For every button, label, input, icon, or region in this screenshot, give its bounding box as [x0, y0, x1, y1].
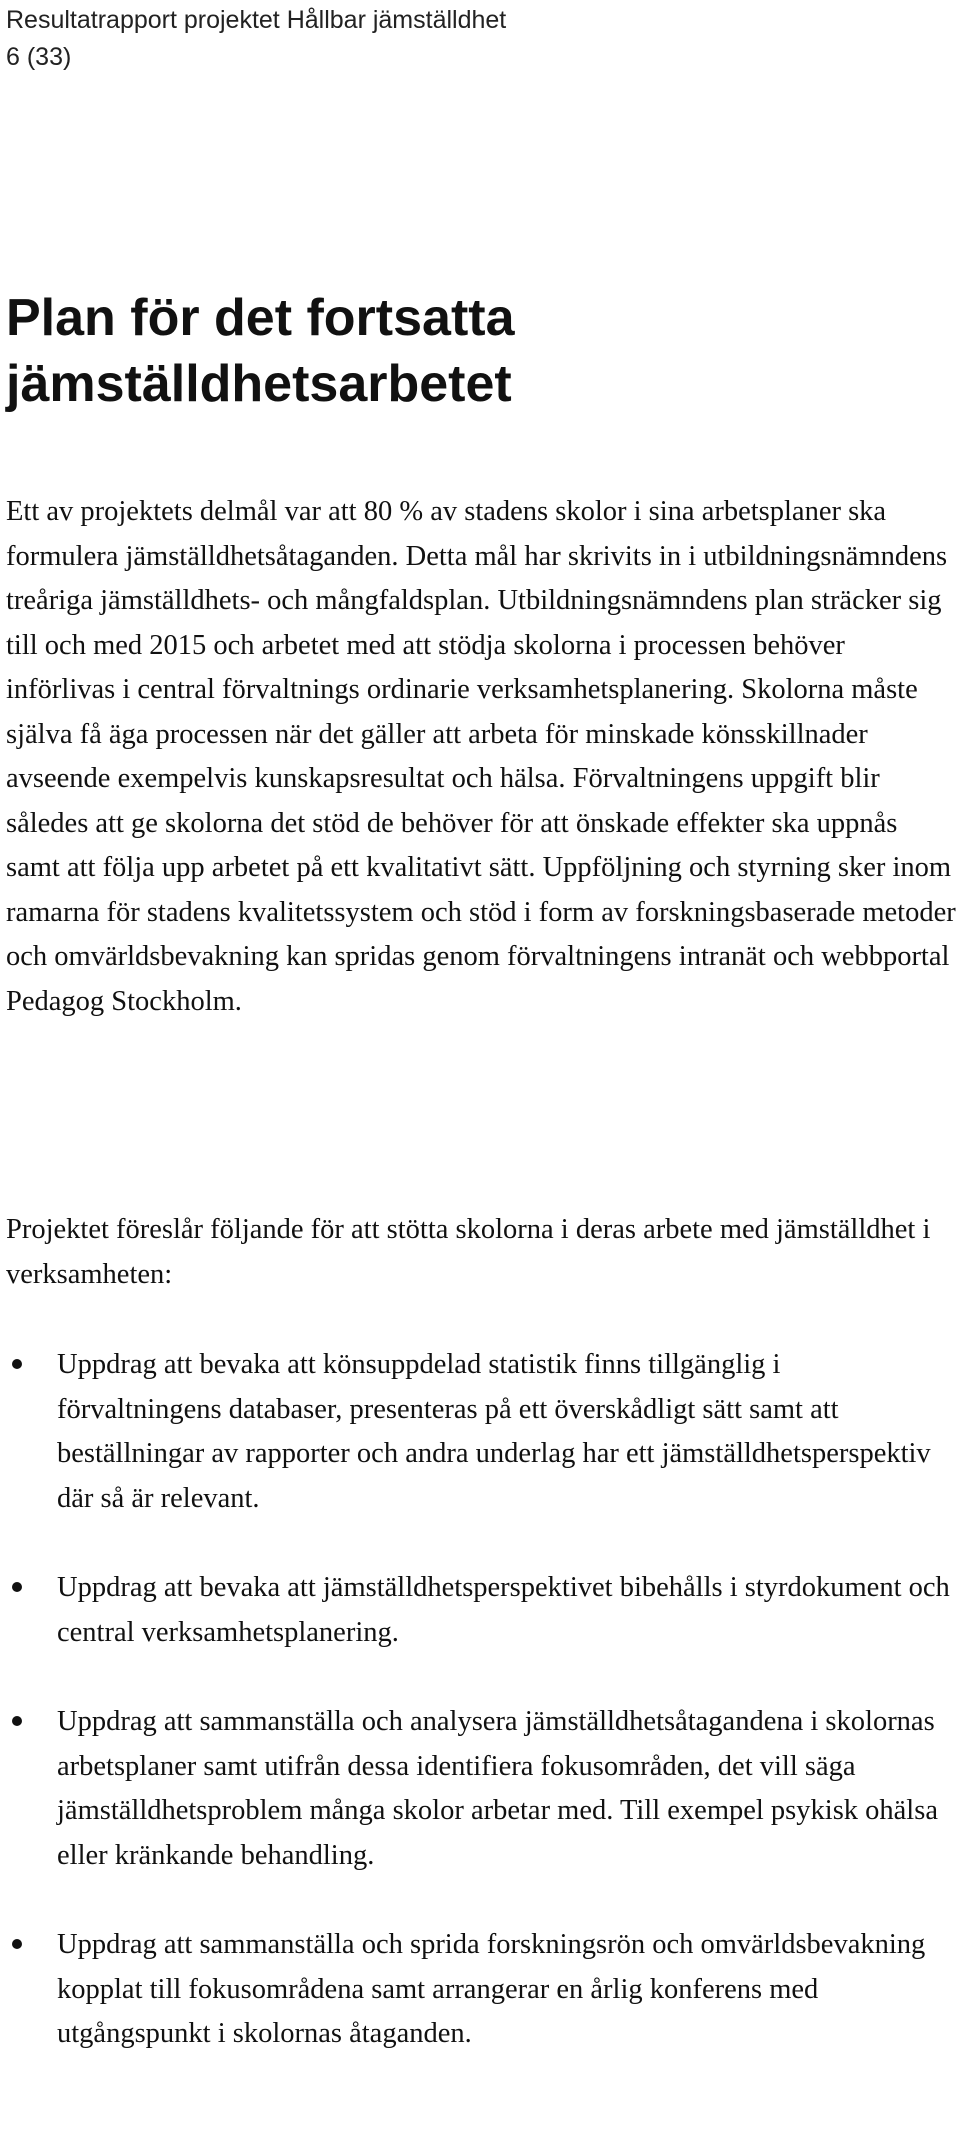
list-item-text: Uppdrag att bevaka att jämställdhetsperspektivet bibehålls i styrdokument och central verksamhetsplanering.	[57, 1572, 950, 1648]
list-item	[0, 1700, 952, 1878]
bullet-icon	[12, 1359, 22, 1369]
list-item	[0, 1566, 952, 1655]
list-item-text: Uppdrag att sammanställa och sprida forskningsrön och omvärldsbevakning kopplat till fokusområdena samt arrangerar en årlig konferens med utgångspunkt i skolornas åtaganden.	[57, 1929, 926, 2049]
page-header	[6, 2, 506, 76]
proposal-list	[0, 1343, 960, 2102]
report-title: Resultatrapport projektet Hållbar jämställdhet	[6, 6, 507, 34]
body-paragraph-2: Projektet föreslår följande för att stötta skolorna i deras arbete med jämställdhet i verksamheten:	[6, 1214, 931, 1290]
bullet-icon	[12, 1582, 22, 1592]
page-number: 6 (33)	[6, 43, 72, 71]
bullet-icon	[12, 1716, 22, 1726]
body-paragraph-1: Ett av projektets delmål var att 80 % av stadens skolor i sina arbetsplaner ska formulera jämställdhetsåtaganden. Detta mål har skrivits in i utbildningsnämndens treåriga jämställdhets- och mångfaldsplan. Utbildningsnämndens plan sträcker sig till och med 2015 och arbetet med att stödja skolorna i processen behöver införlivas i central förvaltnings ordinarie verksamhetsplanering. Skolorna måste själva få äga processen när det gäller att arbeta för minskade könsskillnader avseende exempelvis kunskapsresultat och hälsa. Förvaltningens uppgift blir således att ge skolorna det stöd de behöver för att önskade effekter ska uppnås samt att följa upp arbetet på ett kvalitativt sätt. Uppföljning och styrning sker inom ramarna för stadens kvalitetssystem och stöd i form av forskningsbaserade metoder och omvärldsbevakning kan spridas genom förvaltningens intranät och webbportal Pedagog Stockholm.	[6, 496, 956, 1017]
list-item-text: Uppdrag att bevaka att könsuppdelad statistik finns tillgänglig i förvaltningens databaser, presenteras på ett överskådligt sätt samt att beställningar av rapporter och andra underlag har ett jämställdhetsperspektiv där så är relevant.	[57, 1349, 931, 1514]
list-item	[0, 1923, 952, 2057]
section-title: Plan för det fortsatta jämställdhetsarbetet	[6, 289, 515, 413]
bullet-icon	[12, 1939, 22, 1949]
list-item	[0, 1343, 952, 1521]
list-item-text: Uppdrag att sammanställa och analysera jämställdhetsåtagandena i skolornas arbetsplaner samt utifrån dessa identifiera fokusområden, det vill säga jämställdhetsproblem många skolor arbetar med. Till exempel psykisk ohälsa eller kränkande behandling.	[57, 1706, 938, 1871]
